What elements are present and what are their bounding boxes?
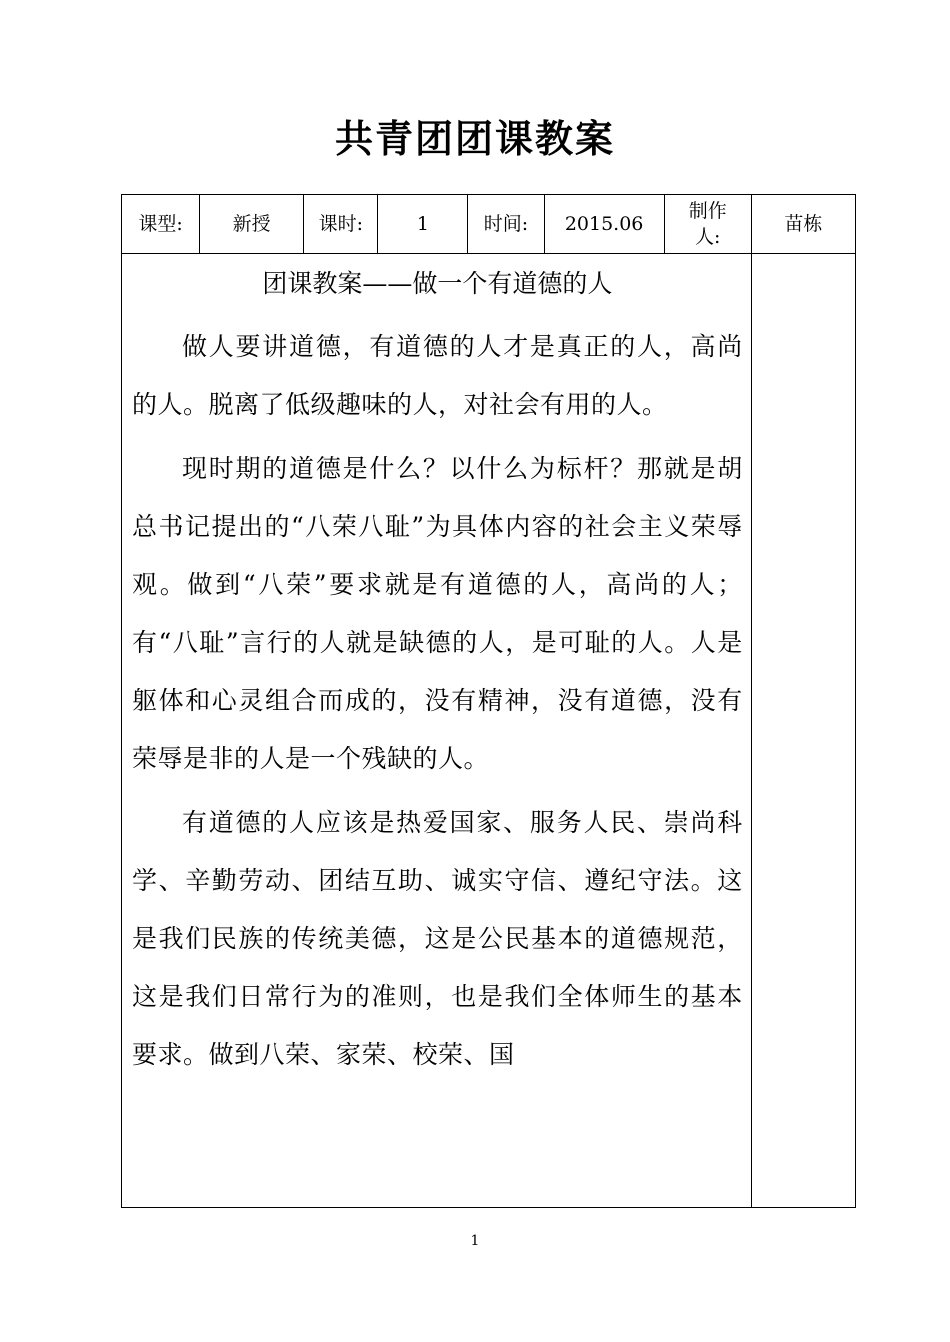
document-title: 共青团团课教案 xyxy=(334,117,615,161)
header-row xyxy=(122,195,856,254)
lesson-date-value: 2015.06 xyxy=(544,195,664,254)
lesson-type-label: 课型: xyxy=(122,195,200,254)
lesson-plan-table xyxy=(121,194,856,1208)
content-paragraph: 有道德的人应该是热爱国家、服务人民、崇尚科学、辛勤劳动、团结互助、诚实守信、遵纪守法。这是我们民族的传统美德，这是公民基本的道德规范，这是我们日常行为的准则，也是我们全体师生的基本要求。做到八荣、家荣、校荣、国 xyxy=(132,808,743,1069)
lesson-date-label: 时间: xyxy=(468,195,544,254)
content-heading: 团课教案——做一个有道德的人 xyxy=(262,269,613,298)
author-label: 制作人: xyxy=(664,195,751,254)
content-paragraph: 做人要讲道德，有道德的人才是真正的人，高尚的人。脱离了低级趣味的人，对社会有用的人。 xyxy=(132,332,743,419)
lesson-content xyxy=(122,254,752,1208)
side-column-cell xyxy=(751,254,855,1208)
lesson-type-value: 新授 xyxy=(200,195,304,254)
lesson-period-value: 1 xyxy=(378,195,468,254)
page-number: 1 xyxy=(470,1233,480,1249)
content-paragraph: 现时期的道德是什么？以什么为标杆？那就是胡总书记提出的“八荣八耻”为具体内容的社会主义荣辱观。做到“八荣”要求就是有道德的人，高尚的人；有“八耻”言行的人就是缺德的人，是可耻的人。人是躯体和心灵组合而成的，没有精神，没有道德，没有荣辱是非的人是一个残缺的人。 xyxy=(132,454,743,773)
content-row xyxy=(122,254,856,1208)
lesson-period-label: 课时: xyxy=(304,195,378,254)
author-value: 苗栋 xyxy=(751,195,855,254)
